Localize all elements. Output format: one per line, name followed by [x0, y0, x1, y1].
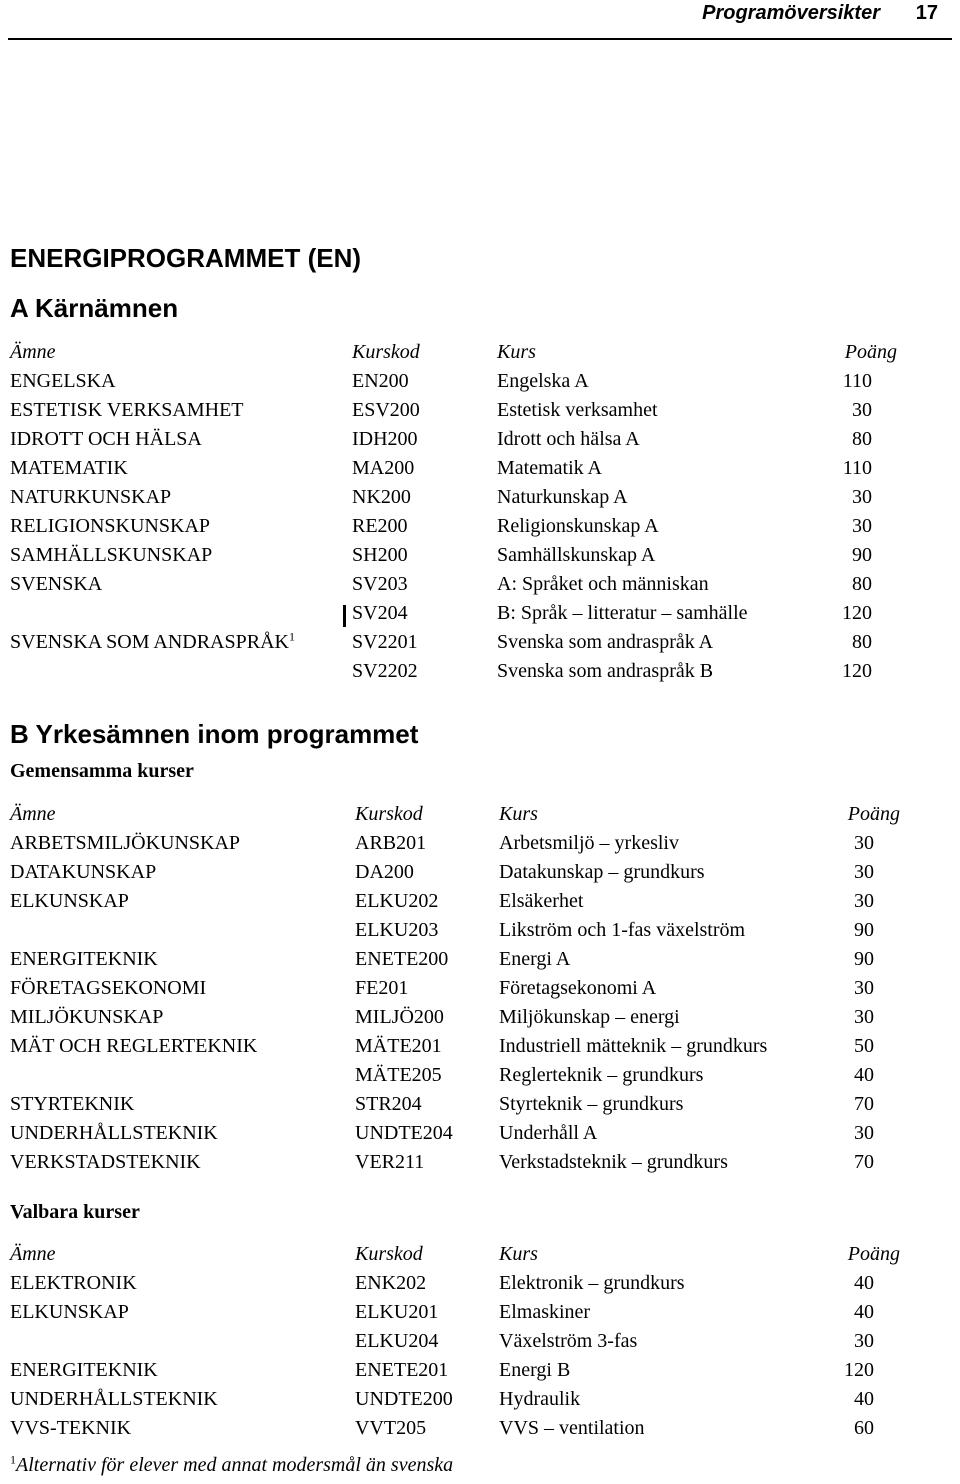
cell-kurskod: IDH200 [352, 428, 418, 450]
cell-amne: ELKUNSKAP [10, 890, 129, 912]
table-row [0, 919, 960, 948]
cell-amne: SVENSKA [10, 573, 103, 595]
cell-poang: 120 [842, 602, 872, 624]
table-row [0, 1151, 960, 1180]
table-row [0, 428, 960, 457]
cell-kurskod: ELKU203 [355, 919, 439, 941]
cell-poang: 40 [854, 1064, 874, 1086]
table-row [0, 1035, 960, 1064]
table-row [0, 977, 960, 1006]
cell-amne: ELEKTRONIK [10, 1272, 137, 1294]
footnote-text: Alternativ för elever med annat modersmål än svenska [16, 1454, 454, 1476]
cell-kurs: Estetisk verksamhet [497, 399, 658, 421]
cell-kurs: B: Språk – litteratur – samhälle [497, 602, 748, 624]
col-header-amne: Ämne [10, 1243, 56, 1265]
table-body [0, 832, 960, 1180]
cell-kurskod: RE200 [352, 515, 408, 537]
cell-poang: 120 [844, 1359, 874, 1381]
col-header-kurskod: Kurskod [355, 803, 423, 825]
cell-kurs: Energi A [499, 948, 571, 970]
cell-poang: 30 [854, 1006, 874, 1028]
col-header-poang: Poäng [847, 803, 900, 825]
core-subjects-table [0, 341, 960, 689]
table-row [0, 890, 960, 919]
cell-kurs: Underhåll A [499, 1122, 598, 1144]
col-header-poang: Poäng [844, 341, 897, 363]
cell-kurskod: MILJÖ200 [355, 1006, 444, 1028]
cell-poang: 90 [854, 919, 874, 941]
table-header [0, 803, 960, 832]
cell-poang: 110 [842, 457, 872, 479]
cell-poang: 40 [854, 1388, 874, 1410]
cell-kurskod: NK200 [352, 486, 411, 508]
footnote-mark: 1 [10, 1452, 16, 1467]
cell-poang: 110 [842, 370, 872, 392]
cell-kurs: Likström och 1-fas växelström [499, 919, 746, 941]
table-row [0, 1064, 960, 1093]
cell-kurskod: ENETE200 [355, 948, 449, 970]
cell-kurskod: SV2201 [352, 631, 418, 653]
cell-kurs: Samhällskunskap A [497, 544, 656, 566]
cell-kurskod: ELKU204 [355, 1330, 439, 1352]
cell-poang: 80 [852, 631, 872, 653]
cell-kurskod: SV2202 [352, 660, 418, 682]
cell-kurs: Engelska A [497, 370, 589, 392]
cell-kurskod: MÄTE205 [355, 1064, 442, 1086]
cell-poang: 30 [852, 399, 872, 421]
table-header [0, 341, 960, 370]
cell-kurs: Datakunskap – grundkurs [499, 861, 705, 883]
cell-amne: ENERGITEKNIK [10, 948, 158, 970]
cell-kurs: Elmaskiner [499, 1301, 591, 1323]
table-row [0, 631, 960, 660]
table-row [0, 515, 960, 544]
cell-kurs: Hydraulik [499, 1388, 581, 1410]
cell-kurs: Växelström 3-fas [499, 1330, 638, 1352]
cell-kurs: Energi B [499, 1359, 571, 1381]
cell-amne: IDROTT OCH HÄLSA [10, 428, 202, 450]
cell-poang: 30 [852, 486, 872, 508]
table-row [0, 1122, 960, 1151]
cell-amne: ELKUNSKAP [10, 1301, 129, 1323]
table-row [0, 370, 960, 399]
cell-kurs: Reglerteknik – grundkurs [499, 1064, 704, 1086]
cell-poang: 70 [854, 1093, 874, 1115]
cell-kurs: Miljökunskap – energi [499, 1006, 680, 1028]
cell-kurs: A: Språket och människan [497, 573, 709, 595]
table-row [0, 602, 960, 631]
cell-poang: 40 [854, 1272, 874, 1294]
optional-courses-table [0, 1243, 960, 1446]
cell-amne: SVENSKA SOM ANDRASPRÅK$^1$ [10, 629, 295, 653]
cell-kurskod: ESV200 [352, 399, 420, 421]
cell-amne: NATURKUNSKAP [10, 486, 172, 508]
cell-kurskod: SH200 [352, 544, 408, 566]
col-header-poang: Poäng [847, 1243, 900, 1265]
table-row [0, 457, 960, 486]
section-a-heading: A Kärnämnen [10, 293, 179, 323]
table-row [0, 1301, 960, 1330]
footnote [10, 1454, 453, 1477]
table-body [0, 370, 960, 689]
cell-kurskod: STR204 [355, 1093, 422, 1115]
optional-courses-heading: Valbara kurser [10, 1201, 140, 1223]
cell-poang: 50 [854, 1035, 874, 1057]
page-number: 17 [915, 2, 938, 24]
cell-amne: UNDERHÅLLSTEKNIK [10, 1388, 218, 1410]
table-row [0, 486, 960, 515]
table-row [0, 1272, 960, 1301]
cell-poang: 40 [854, 1301, 874, 1323]
cell-kurskod: UNDTE200 [355, 1388, 453, 1410]
program-title: ENERGIPROGRAMMET (EN) [10, 243, 361, 273]
table-row [0, 1388, 960, 1417]
footnote-ref: 1 [288, 629, 295, 644]
cell-kurskod: MA200 [352, 457, 415, 479]
cell-kurs: Religionskunskap A [497, 515, 659, 537]
cell-kurskod: VVT205 [355, 1417, 427, 1439]
cell-amne: DATAKUNSKAP [10, 861, 157, 883]
col-header-kurskod: Kurskod [352, 341, 420, 363]
col-header-amne: Ämne [10, 803, 56, 825]
table-row [0, 832, 960, 861]
running-title: Programöversikter [702, 2, 880, 24]
col-header-kurs: Kurs [499, 803, 538, 825]
cell-amne: FÖRETAGSEKONOMI [10, 977, 207, 999]
table-row [0, 1330, 960, 1359]
cell-kurs: Svenska som andraspråk B [497, 660, 714, 682]
col-header-kurs: Kurs [499, 1243, 538, 1265]
cell-kurskod: ELKU202 [355, 890, 439, 912]
col-header-kurs: Kurs [497, 341, 536, 363]
cell-poang: 80 [852, 573, 872, 595]
cell-poang: 80 [852, 428, 872, 450]
cell-kurs: Elsäkerhet [499, 890, 584, 912]
cell-poang: 90 [854, 948, 874, 970]
cell-amne: SAMHÄLLSKUNSKAP [10, 544, 213, 566]
table-row [0, 544, 960, 573]
cell-amne: RELIGIONSKUNSKAP [10, 515, 211, 537]
cell-kurskod: ENK202 [355, 1272, 427, 1294]
cell-kurs: Styrteknik – grundkurs [499, 1093, 684, 1115]
cell-kurs: Arbetsmiljö – yrkesliv [499, 832, 679, 854]
cell-poang: 30 [852, 515, 872, 537]
cell-amne: ENGELSKA [10, 370, 116, 392]
cell-kurskod: ARB201 [355, 832, 427, 854]
cell-amne: ARBETSMILJÖKUNSKAP [10, 832, 241, 854]
cell-poang: 30 [854, 890, 874, 912]
common-courses-heading: Gemensamma kurser [10, 760, 194, 782]
col-header-amne: Ämne [10, 341, 56, 363]
cell-kurs: VVS – ventilation [499, 1417, 645, 1439]
cell-amne: STYRTEKNIK [10, 1093, 135, 1115]
cell-poang: 30 [854, 832, 874, 854]
cell-kurskod: FE201 [355, 977, 409, 999]
cell-kurskod: MÄTE201 [355, 1035, 442, 1057]
cell-kurs: Elektronik – grundkurs [499, 1272, 685, 1294]
cell-amne: MÄT OCH REGLERTEKNIK [10, 1035, 258, 1057]
cell-kurs: Företagsekonomi A [499, 977, 657, 999]
cell-amne: MATEMATIK [10, 457, 128, 479]
cell-kurs: Verkstadsteknik – grundkurs [499, 1151, 728, 1173]
cell-amne: ENERGITEKNIK [10, 1359, 158, 1381]
cell-kurskod: DA200 [355, 861, 414, 883]
table-row [0, 948, 960, 977]
cell-amne: UNDERHÅLLSTEKNIK [10, 1122, 218, 1144]
cell-poang: 30 [854, 1330, 874, 1352]
table-row [0, 1093, 960, 1122]
table-row [0, 1417, 960, 1446]
table-row [0, 861, 960, 890]
table-header [0, 1243, 960, 1272]
cell-kurs: Matematik A [497, 457, 602, 479]
page-header [0, 0, 960, 40]
cell-amne: VVS-TEKNIK [10, 1417, 132, 1439]
cell-amne: ESTETISK VERKSAMHET [10, 399, 244, 421]
cell-kurs: Naturkunskap A [497, 486, 628, 508]
cell-poang: 30 [854, 861, 874, 883]
cell-kurs: Svenska som andraspråk A [497, 631, 714, 653]
cell-poang: 30 [854, 977, 874, 999]
common-courses-table [0, 803, 960, 1180]
cell-kurs: Idrott och hälsa A [497, 428, 640, 450]
section-b-heading: B Yrkesämnen inom programmet [10, 719, 419, 749]
cell-amne: MILJÖKUNSKAP [10, 1006, 164, 1028]
table-row [0, 1359, 960, 1388]
group-bracket [343, 605, 346, 627]
cell-amne: VERKSTADSTEKNIK [10, 1151, 201, 1173]
cell-kurskod: EN200 [352, 370, 409, 392]
cell-poang: 90 [852, 544, 872, 566]
cell-poang: 120 [842, 660, 872, 682]
cell-kurskod: VER211 [355, 1151, 425, 1173]
cell-kurskod: SV203 [352, 573, 408, 595]
cell-kurskod: ELKU201 [355, 1301, 439, 1323]
table-body [0, 1272, 960, 1446]
cell-poang: 30 [854, 1122, 874, 1144]
table-row [0, 573, 960, 602]
table-row [0, 399, 960, 428]
col-header-kurskod: Kurskod [355, 1243, 423, 1265]
cell-poang: 70 [854, 1151, 874, 1173]
cell-kurskod: SV204 [352, 602, 408, 624]
cell-kurskod: ENETE201 [355, 1359, 449, 1381]
cell-kurskod: UNDTE204 [355, 1122, 453, 1144]
table-row [0, 660, 960, 689]
cell-poang: 60 [854, 1417, 874, 1439]
table-row [0, 1006, 960, 1035]
header-rule [8, 38, 952, 40]
cell-kurs: Industriell mätteknik – grundkurs [499, 1035, 768, 1057]
